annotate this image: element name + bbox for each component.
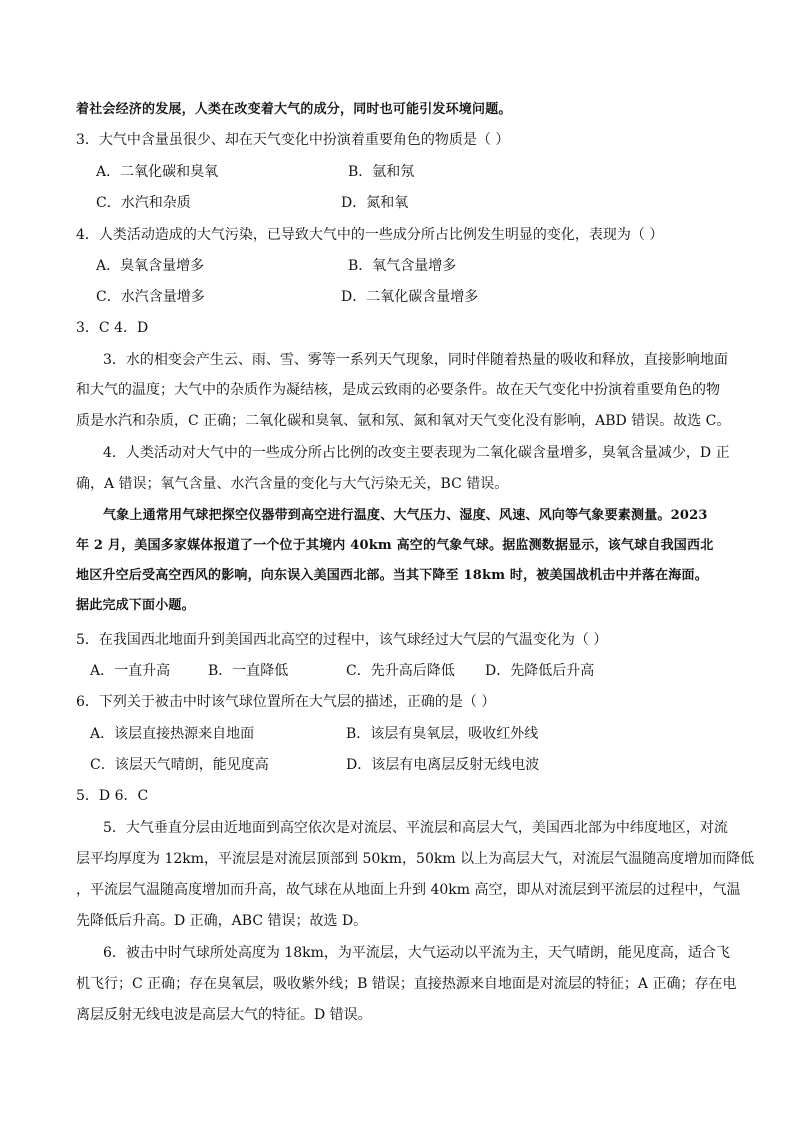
question-4-stem: 4．人类活动造成的大气污染，已导致大气中的一些成分所占比例发生明显的变化，表现为（ ） (76, 227, 664, 243)
question-5-option-d: D．先降低后升高 (485, 663, 595, 679)
question-5-stem: 5．在我国西北地面升到美国西北高空的过程中，该气球经过大气层的气温变化为（ ） (76, 632, 608, 648)
question-6-option-a: A．该层直接热源来自地面 (90, 726, 255, 742)
question-6-option-d: D．该层有电离层反射无线电波 (346, 757, 540, 773)
question-3-stem: 3．大气中含量虽很少、却在天气变化中扮演着重要角色的物质是（ ） (76, 132, 510, 148)
question-5-option-c: C．先升高后降低 (346, 663, 455, 679)
question-3-option-c: C．水汽和杂质 (96, 195, 191, 211)
question-6-stem: 6．下列关于被击中时该气球位置所在大气层的描述，正确的是（ ） (76, 694, 496, 710)
question-4-option-c: C．水汽含量增多 (96, 289, 205, 305)
passage-line-2: 年 2 月，美国多家媒体报道了一个位于其境内 40km 高空的气象气球。据监测数据显示，该气球自我国西北 (76, 538, 714, 553)
passage-line-4: 据此完成下面小题。 (76, 598, 195, 613)
explanation-5-line-2: 层平均厚度为 12km，平流层是对流层顶部到 50km，50km 以上为高层大气，对流层气温随高度增加而降低 (76, 851, 755, 867)
explanation-6-line-1: 6．被击中时气球所处高度为 18km，为平流层，大气运动以平流为主，天气晴朗，能见度高，适合飞 (103, 945, 730, 961)
question-3-option-a: A．二氧化碳和臭氧 (96, 164, 219, 180)
question-3-option-d: D．氮和氧 (341, 195, 409, 211)
explanation-3-line-2: 和大气的温度；大气中的杂质作为凝结核，是成云致雨的必要条件。故在天气变化中扮演着重要角色的物 (76, 382, 720, 398)
explanation-4-line-2: 确，A 错误；氧气含量、水汽含量的变化与大气污染无关，BC 错误。 (76, 476, 509, 492)
explanation-6-line-2: 机飞行；C 正确；存在臭氧层，吸收紫外线；B 错误；直接热源来自地面是对流层的特征；A 正确；存在电 (76, 976, 737, 992)
question-6-option-c: C．该层天气晴朗，能见度高 (90, 757, 269, 773)
question-4-option-b: B．氧气含量增多 (348, 258, 457, 274)
question-4-option-a: A．臭氧含量增多 (96, 258, 205, 274)
question-5-option-a: A．一直升高 (90, 663, 171, 679)
explanation-3-line-3: 质是水汽和杂质，C 正确；二氧化碳和臭氧、氩和氖、氮和氧对天气变化没有影响，ABD 错误。故选 C。 (76, 413, 731, 429)
explanation-6-line-3: 离层反射无线电波是高层大气的特征。D 错误。 (76, 1007, 372, 1023)
explanation-3-line-1: 3．水的相变会产生云、雨、雪、雾等一系列天气现象，同时伴随着热量的吸收和释放，直接影响地面 (103, 352, 728, 368)
explanation-4-line-1: 4．人类活动对大气中的一些成分所占比例的改变主要表现为二氧化碳含量增多，臭氧含量减少，D 正 (103, 445, 730, 461)
explanation-5-line-3: ，平流层气温随高度增加而升高，故气球在从地面上升到 40km 高空，即从对流层到平流层的过程中，气温 (76, 882, 741, 898)
explanation-5-line-1: 5．大气垂直分层由近地面到高空依次是对流层、平流层和高层大气，美国西北部为中纬度地区，对流 (103, 820, 728, 836)
question-4-option-d: D．二氧化碳含量增多 (341, 289, 479, 305)
explanation-5-line-4: 先降低后升高。D 正确，ABC 错误；故选 D。 (76, 913, 368, 929)
question-6-option-b: B．该层有臭氧层，吸收红外线 (346, 726, 539, 742)
question-3-option-b: B．氩和氖 (348, 164, 415, 180)
answers-3-4: 3．C 4．D (76, 320, 149, 336)
answers-5-6: 5．D 6．C (76, 788, 149, 804)
question-5-option-b: B．一直降低 (208, 663, 289, 679)
passage-line-1: 气象上通常用气球把探空仪器带到高空进行温度、大气压力、湿度、风速、风向等气象要素测量。2023 (103, 508, 708, 523)
passage-line-3: 地区升空后受高空西风的影响，向东误入美国西北部。当其下降至 18km 时，被美国战机击中并落在海面。 (76, 568, 708, 583)
intro-tail-text: 着社会经济的发展，人类在改变着大气的成分，同时也可能引发环境问题。 (76, 102, 512, 117)
